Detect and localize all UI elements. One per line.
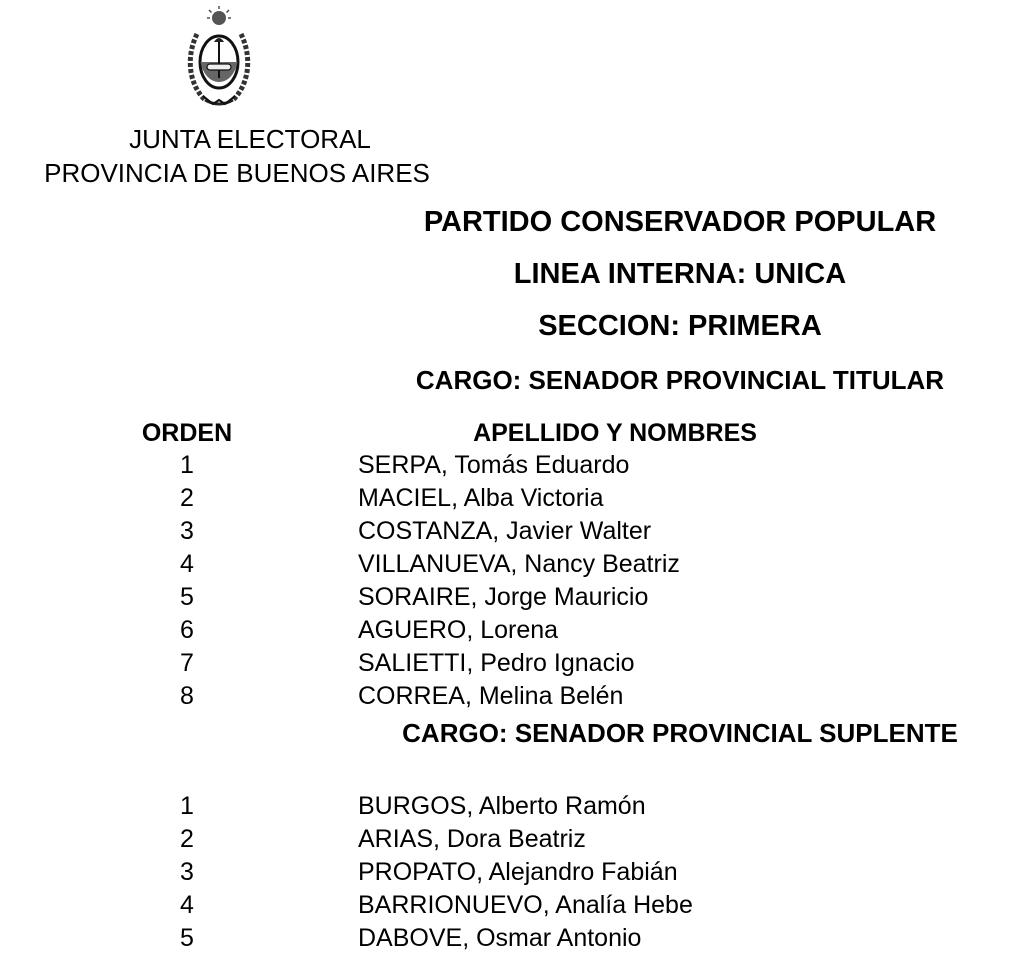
list-item: [0, 890, 1024, 923]
order-number: 3: [180, 858, 194, 886]
order-number: 3: [180, 517, 194, 545]
list-item: [0, 791, 1024, 824]
order-column-header: ORDEN: [141, 419, 233, 447]
list-item: [0, 857, 1024, 890]
names-column-header: APELLIDO Y NOMBRES: [473, 419, 757, 447]
list-item: [0, 615, 1024, 648]
order-number: 8: [180, 682, 194, 710]
suplente-candidate-list: [0, 791, 1024, 956]
list-item: [0, 923, 1024, 956]
cargo-suplente-heading: CARGO: SENADOR PROVINCIAL SUPLENTE: [402, 718, 958, 748]
order-number: 4: [180, 891, 194, 919]
candidate-name: CORREA, Melina Belén: [358, 682, 624, 710]
candidate-name: PROPATO, Alejandro Fabián: [358, 858, 678, 886]
list-item: [0, 824, 1024, 857]
argentina-coat-of-arms-icon: [183, 4, 255, 110]
candidate-name: BURGOS, Alberto Ramón: [358, 792, 646, 820]
list-item: [0, 516, 1024, 549]
candidate-name: BARRIONUEVO, Analía Hebe: [358, 891, 693, 919]
candidate-name: VILLANUEVA, Nancy Beatriz: [358, 550, 680, 578]
candidate-name: COSTANZA, Javier Walter: [358, 517, 652, 545]
party-title: PARTIDO CONSERVADOR POPULAR: [423, 206, 937, 238]
candidate-name: AGUERO, Lorena: [358, 616, 559, 644]
candidate-name: SERPA, Tomás Eduardo: [358, 451, 630, 479]
order-number: 2: [180, 825, 194, 853]
order-number: 2: [180, 484, 194, 512]
organization-province: PROVINCIA DE BUENOS AIRES: [44, 158, 430, 188]
candidate-name: DABOVE, Osmar Antonio: [358, 924, 642, 952]
list-item: [0, 483, 1024, 516]
organization-name: JUNTA ELECTORAL: [129, 124, 371, 154]
order-number: 7: [180, 649, 194, 677]
candidate-name: MACIEL, Alba Victoria: [358, 484, 604, 512]
internal-line-title: LINEA INTERNA: UNICA: [513, 258, 847, 290]
order-number: 6: [180, 616, 194, 644]
section-title: SECCION: PRIMERA: [538, 310, 822, 342]
candidate-name: SALIETTI, Pedro Ignacio: [358, 649, 635, 677]
titular-candidate-list: [0, 450, 1024, 714]
order-number: 4: [180, 550, 194, 578]
order-number: 5: [180, 924, 194, 952]
order-number: 5: [180, 583, 194, 611]
order-number: 1: [180, 451, 194, 479]
list-item: [0, 450, 1024, 483]
cargo-titular-heading: CARGO: SENADOR PROVINCIAL TITULAR: [415, 365, 945, 395]
candidate-name: SORAIRE, Jorge Mauricio: [358, 583, 649, 611]
order-number: 1: [180, 792, 194, 820]
list-item: [0, 648, 1024, 681]
list-item: [0, 549, 1024, 582]
list-item: [0, 681, 1024, 714]
candidate-name: ARIAS, Dora Beatriz: [358, 825, 586, 853]
list-item: [0, 582, 1024, 615]
